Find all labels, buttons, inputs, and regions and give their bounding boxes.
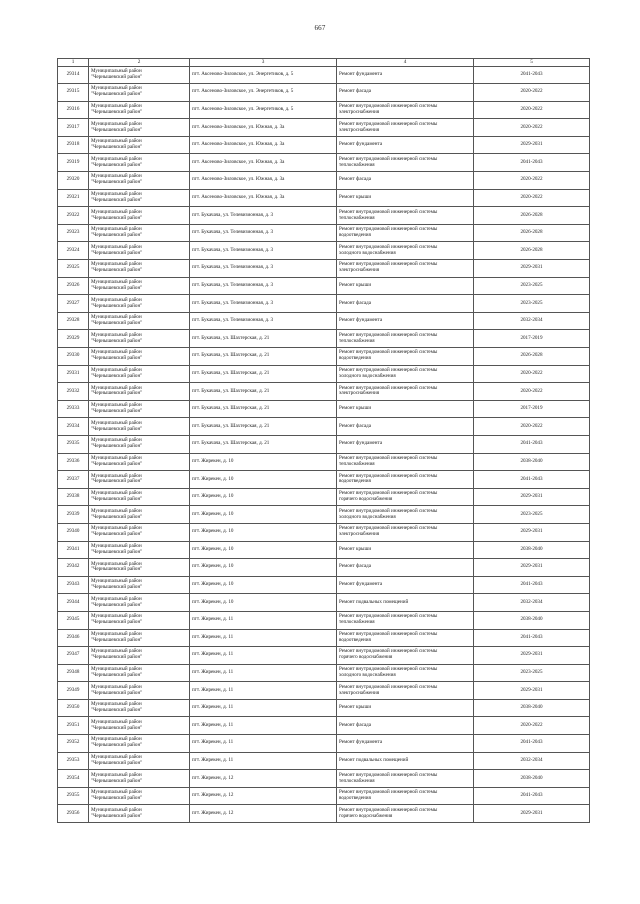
work-type-cell: Ремонт фасада	[337, 559, 474, 577]
work-type-cell: Ремонт подвальных помещений	[337, 594, 474, 612]
table-row	[58, 189, 590, 207]
work-type-cell: Ремонт внутридомовой инженерной системы электроснабжения	[337, 101, 474, 119]
municipality-cell: Муниципальный район "Чернышевский район"	[89, 242, 190, 260]
row-number-cell: 29327	[58, 295, 89, 313]
work-type-cell: Ремонт внутридомовой инженерной системы водоотведения	[337, 224, 474, 242]
period-cell: 2026-2028	[474, 348, 590, 366]
table-row	[58, 435, 590, 453]
row-number-cell: 29323	[58, 224, 89, 242]
municipality-cell: Муниципальный район "Чернышевский район"	[89, 453, 190, 471]
address-cell: пгт. Жирекен, д. 10	[190, 559, 337, 577]
row-number-cell: 29354	[58, 770, 89, 788]
address-cell: пгт. Аксеново-Зиловское, ул. Южная, д. 3а	[190, 154, 337, 172]
table-row	[58, 348, 590, 366]
row-number-cell: 29335	[58, 435, 89, 453]
work-type-cell: Ремонт фасада	[337, 295, 474, 313]
work-type-cell: Ремонт внутридомовой инженерной системы электроснабжения	[337, 260, 474, 278]
municipality-cell: Муниципальный район "Чернышевский район"	[89, 664, 190, 682]
work-type-cell: Ремонт внутридомовой инженерной системы электроснабжения	[337, 682, 474, 700]
table-row	[58, 752, 590, 770]
address-cell: пгт. Аксеново-Зиловское, ул. Энергетиков, д. 5	[190, 84, 337, 102]
address-cell: пгт. Аксеново-Зиловское, ул. Энергетиков, д. 5	[190, 66, 337, 84]
work-type-cell: Ремонт фасада	[337, 418, 474, 436]
municipality-cell: Муниципальный район "Чернышевский район"	[89, 312, 190, 330]
table-row	[58, 523, 590, 541]
municipality-cell: Муниципальный район "Чернышевский район"	[89, 418, 190, 436]
table-row	[58, 787, 590, 805]
period-cell: 2020-2022	[474, 84, 590, 102]
work-type-cell: Ремонт внутридомовой инженерной системы электроснабжения	[337, 383, 474, 401]
row-number-cell: 29337	[58, 471, 89, 489]
row-number-cell: 29339	[58, 506, 89, 524]
address-cell: пгт. Букачача, ул. Телевизионная, д. 3	[190, 295, 337, 313]
table-row	[58, 154, 590, 172]
work-type-cell: Ремонт подвальных помещений	[337, 752, 474, 770]
period-cell: 2017-2019	[474, 330, 590, 348]
repair-schedule-table	[57, 58, 590, 823]
period-cell: 2038-2040	[474, 611, 590, 629]
municipality-cell: Муниципальный район "Чернышевский район"	[89, 400, 190, 418]
address-cell: пгт. Букачача, ул. Шахтерская, д. 21	[190, 435, 337, 453]
work-type-cell: Ремонт внутридомовой инженерной системы холодного водоснабжения	[337, 664, 474, 682]
table-row	[58, 101, 590, 119]
period-cell: 2041-2043	[474, 471, 590, 489]
period-cell: 2026-2028	[474, 207, 590, 225]
municipality-cell: Муниципальный район "Чернышевский район"	[89, 435, 190, 453]
period-cell: 2029-2031	[474, 805, 590, 823]
address-cell: пгт. Букачача, ул. Шахтерская, д. 21	[190, 348, 337, 366]
table-row	[58, 576, 590, 594]
period-cell: 2017-2019	[474, 400, 590, 418]
work-type-cell: Ремонт внутридомовой инженерной системы холодного водоснабжения	[337, 242, 474, 260]
table-row	[58, 172, 590, 190]
municipality-cell: Муниципальный район "Чернышевский район"	[89, 576, 190, 594]
work-type-cell: Ремонт крыши	[337, 699, 474, 717]
work-type-cell: Ремонт фундамента	[337, 735, 474, 753]
table-row	[58, 594, 590, 612]
row-number-cell: 29314	[58, 66, 89, 84]
work-type-cell: Ремонт фасада	[337, 717, 474, 735]
table-row	[58, 312, 590, 330]
municipality-cell: Муниципальный район "Чернышевский район"	[89, 471, 190, 489]
municipality-cell: Муниципальный район "Чернышевский район"	[89, 594, 190, 612]
work-type-cell: Ремонт фундамента	[337, 576, 474, 594]
table-row	[58, 506, 590, 524]
period-cell: 2020-2022	[474, 119, 590, 137]
period-cell: 2041-2043	[474, 435, 590, 453]
period-cell: 2020-2022	[474, 189, 590, 207]
address-cell: пгт. Жирекен, д. 12	[190, 787, 337, 805]
address-cell: пгт. Жирекен, д. 11	[190, 752, 337, 770]
column-header: 5	[474, 59, 590, 67]
row-number-cell: 29321	[58, 189, 89, 207]
municipality-cell: Муниципальный район "Чернышевский район"	[89, 805, 190, 823]
work-type-cell: Ремонт внутридомовой инженерной системы теплоснабжения	[337, 611, 474, 629]
row-number-cell: 29342	[58, 559, 89, 577]
municipality-cell: Муниципальный район "Чернышевский район"	[89, 277, 190, 295]
address-cell: пгт. Букачача, ул. Шахтерская, д. 21	[190, 330, 337, 348]
period-cell: 2020-2022	[474, 101, 590, 119]
table-row	[58, 735, 590, 753]
row-number-cell: 29318	[58, 136, 89, 154]
period-cell: 2029-2031	[474, 647, 590, 665]
row-number-cell: 29329	[58, 330, 89, 348]
address-cell: пгт. Жирекен, д. 11	[190, 629, 337, 647]
period-cell: 2020-2022	[474, 717, 590, 735]
municipality-cell: Муниципальный район "Чернышевский район"	[89, 295, 190, 313]
row-number-cell: 29349	[58, 682, 89, 700]
address-cell: пгт. Аксеново-Зиловское, ул. Южная, д. 3а	[190, 189, 337, 207]
period-cell: 2020-2022	[474, 365, 590, 383]
municipality-cell: Муниципальный район "Чернышевский район"	[89, 541, 190, 559]
municipality-cell: Муниципальный район "Чернышевский район"	[89, 189, 190, 207]
row-number-cell: 29351	[58, 717, 89, 735]
municipality-cell: Муниципальный район "Чернышевский район"	[89, 770, 190, 788]
municipality-cell: Муниципальный район "Чернышевский район"	[89, 506, 190, 524]
municipality-cell: Муниципальный район "Чернышевский район"	[89, 647, 190, 665]
address-cell: пгт. Аксеново-Зиловское, ул. Энергетиков, д. 5	[190, 101, 337, 119]
municipality-cell: Муниципальный район "Чернышевский район"	[89, 136, 190, 154]
period-cell: 2029-2031	[474, 136, 590, 154]
work-type-cell: Ремонт внутридомовой инженерной системы теплоснабжения	[337, 770, 474, 788]
address-cell: пгт. Букачача, ул. Телевизионная, д. 3	[190, 224, 337, 242]
row-number-cell: 29356	[58, 805, 89, 823]
table-row	[58, 84, 590, 102]
period-cell: 2029-2031	[474, 559, 590, 577]
municipality-cell: Муниципальный район "Чернышевский район"	[89, 172, 190, 190]
table-row	[58, 541, 590, 559]
address-cell: пгт. Аксеново-Зиловское, ул. Южная, д. 3а	[190, 172, 337, 190]
period-cell: 2032-2034	[474, 594, 590, 612]
municipality-cell: Муниципальный район "Чернышевский район"	[89, 682, 190, 700]
municipality-cell: Муниципальный район "Чернышевский район"	[89, 523, 190, 541]
address-cell: пгт. Букачача, ул. Телевизионная, д. 3	[190, 242, 337, 260]
address-cell: пгт. Аксеново-Зиловское, ул. Южная, д. 3а	[190, 136, 337, 154]
table-row	[58, 383, 590, 401]
work-type-cell: Ремонт внутридомовой инженерной системы электроснабжения	[337, 523, 474, 541]
period-cell: 2038-2040	[474, 770, 590, 788]
row-number-cell: 29332	[58, 383, 89, 401]
period-cell: 2041-2043	[474, 787, 590, 805]
municipality-cell: Муниципальный район "Чернышевский район"	[89, 207, 190, 225]
table-row	[58, 770, 590, 788]
address-cell: пгт. Жирекен, д. 11	[190, 717, 337, 735]
work-type-cell: Ремонт внутридомовой инженерной системы теплоснабжения	[337, 330, 474, 348]
table-row	[58, 66, 590, 84]
period-cell: 2032-2034	[474, 752, 590, 770]
row-number-cell: 29324	[58, 242, 89, 260]
municipality-cell: Муниципальный район "Чернышевский район"	[89, 787, 190, 805]
period-cell: 2020-2022	[474, 383, 590, 401]
column-header: 4	[337, 59, 474, 67]
table-header-row	[58, 59, 590, 67]
work-type-cell: Ремонт фасада	[337, 84, 474, 102]
address-cell: пгт. Букачача, ул. Телевизионная, д. 3	[190, 312, 337, 330]
table-row	[58, 647, 590, 665]
period-cell: 2026-2028	[474, 224, 590, 242]
column-header: 1	[58, 59, 89, 67]
row-number-cell: 29346	[58, 629, 89, 647]
table-row	[58, 207, 590, 225]
address-cell: пгт. Жирекен, д. 10	[190, 594, 337, 612]
period-cell: 2038-2040	[474, 541, 590, 559]
work-type-cell: Ремонт внутридомовой инженерной системы водоотведения	[337, 471, 474, 489]
municipality-cell: Муниципальный район "Чернышевский район"	[89, 224, 190, 242]
period-cell: 2023-2025	[474, 295, 590, 313]
table-row	[58, 136, 590, 154]
row-number-cell: 29316	[58, 101, 89, 119]
municipality-cell: Муниципальный район "Чернышевский район"	[89, 330, 190, 348]
address-cell: пгт. Букачача, ул. Телевизионная, д. 3	[190, 260, 337, 278]
work-type-cell: Ремонт внутридомовой инженерной системы горячего водоснабжения	[337, 647, 474, 665]
address-cell: пгт. Жирекен, д. 12	[190, 805, 337, 823]
work-type-cell: Ремонт внутридомовой инженерной системы теплоснабжения	[337, 154, 474, 172]
table-row	[58, 682, 590, 700]
period-cell: 2023-2025	[474, 506, 590, 524]
table-row	[58, 418, 590, 436]
row-number-cell: 29322	[58, 207, 89, 225]
work-type-cell: Ремонт внутридомовой инженерной системы горячего водоснабжения	[337, 488, 474, 506]
work-type-cell: Ремонт внутридомовой инженерной системы водоотведения	[337, 348, 474, 366]
table-row	[58, 242, 590, 260]
table-row	[58, 699, 590, 717]
row-number-cell: 29319	[58, 154, 89, 172]
work-type-cell: Ремонт крыши	[337, 400, 474, 418]
address-cell: пгт. Жирекен, д. 11	[190, 735, 337, 753]
address-cell: пгт. Букачача, ул. Шахтерская, д. 21	[190, 400, 337, 418]
address-cell: пгт. Жирекен, д. 11	[190, 699, 337, 717]
work-type-cell: Ремонт фундамента	[337, 136, 474, 154]
table-row	[58, 260, 590, 278]
period-cell: 2026-2028	[474, 242, 590, 260]
address-cell: пгт. Жирекен, д. 10	[190, 576, 337, 594]
period-cell: 2038-2040	[474, 453, 590, 471]
address-cell: пгт. Жирекен, д. 10	[190, 488, 337, 506]
period-cell: 2029-2031	[474, 260, 590, 278]
address-cell: пгт. Жирекен, д. 10	[190, 541, 337, 559]
table-row	[58, 400, 590, 418]
work-type-cell: Ремонт крыши	[337, 541, 474, 559]
row-number-cell: 29347	[58, 647, 89, 665]
municipality-cell: Муниципальный район "Чернышевский район"	[89, 101, 190, 119]
municipality-cell: Муниципальный район "Чернышевский район"	[89, 488, 190, 506]
row-number-cell: 29343	[58, 576, 89, 594]
page-number: 667	[314, 24, 326, 32]
row-number-cell: 29330	[58, 348, 89, 366]
table-row	[58, 224, 590, 242]
address-cell: пгт. Жирекен, д. 11	[190, 664, 337, 682]
row-number-cell: 29338	[58, 488, 89, 506]
municipality-cell: Муниципальный район "Чернышевский район"	[89, 611, 190, 629]
table-row	[58, 629, 590, 647]
row-number-cell: 29331	[58, 365, 89, 383]
address-cell: пгт. Букачача, ул. Шахтерская, д. 21	[190, 365, 337, 383]
table-row	[58, 295, 590, 313]
table-body	[58, 66, 590, 823]
work-type-cell: Ремонт фундамента	[337, 66, 474, 84]
period-cell: 2020-2022	[474, 418, 590, 436]
municipality-cell: Муниципальный район "Чернышевский район"	[89, 699, 190, 717]
row-number-cell: 29325	[58, 260, 89, 278]
table-row	[58, 559, 590, 577]
work-type-cell: Ремонт внутридомовой инженерной системы водоотведения	[337, 629, 474, 647]
municipality-cell: Муниципальный район "Чернышевский район"	[89, 84, 190, 102]
address-cell: пгт. Жирекен, д. 11	[190, 682, 337, 700]
work-type-cell: Ремонт внутридомовой инженерной системы теплоснабжения	[337, 207, 474, 225]
address-cell: пгт. Жирекен, д. 11	[190, 647, 337, 665]
table-row	[58, 330, 590, 348]
municipality-cell: Муниципальный район "Чернышевский район"	[89, 752, 190, 770]
column-header: 2	[89, 59, 190, 67]
work-type-cell: Ремонт внутридомовой инженерной системы водоотведения	[337, 787, 474, 805]
work-type-cell: Ремонт внутридомовой инженерной системы холодного водоснабжения	[337, 506, 474, 524]
address-cell: пгт. Жирекен, д. 10	[190, 453, 337, 471]
work-type-cell: Ремонт фундамента	[337, 312, 474, 330]
municipality-cell: Муниципальный район "Чернышевский район"	[89, 119, 190, 137]
row-number-cell: 29345	[58, 611, 89, 629]
row-number-cell: 29350	[58, 699, 89, 717]
row-number-cell: 29333	[58, 400, 89, 418]
table-row	[58, 453, 590, 471]
work-type-cell: Ремонт фундамента	[337, 435, 474, 453]
row-number-cell: 29352	[58, 735, 89, 753]
row-number-cell: 29334	[58, 418, 89, 436]
period-cell: 2023-2025	[474, 664, 590, 682]
row-number-cell: 29326	[58, 277, 89, 295]
row-number-cell: 29341	[58, 541, 89, 559]
period-cell: 2041-2043	[474, 629, 590, 647]
municipality-cell: Муниципальный район "Чернышевский район"	[89, 348, 190, 366]
row-number-cell: 29315	[58, 84, 89, 102]
municipality-cell: Муниципальный район "Чернышевский район"	[89, 735, 190, 753]
municipality-cell: Муниципальный район "Чернышевский район"	[89, 717, 190, 735]
address-cell: пгт. Букачача, ул. Телевизионная, д. 3	[190, 207, 337, 225]
row-number-cell: 29355	[58, 787, 89, 805]
period-cell: 2038-2040	[474, 699, 590, 717]
period-cell: 2032-2034	[474, 312, 590, 330]
table-row	[58, 365, 590, 383]
municipality-cell: Муниципальный район "Чернышевский район"	[89, 365, 190, 383]
table-row	[58, 664, 590, 682]
period-cell: 2041-2043	[474, 154, 590, 172]
municipality-cell: Муниципальный район "Чернышевский район"	[89, 559, 190, 577]
address-cell: пгт. Жирекен, д. 10	[190, 506, 337, 524]
address-cell: пгт. Букачача, ул. Телевизионная, д. 3	[190, 277, 337, 295]
address-cell: пгт. Букачача, ул. Шахтерская, д. 21	[190, 383, 337, 401]
municipality-cell: Муниципальный район "Чернышевский район"	[89, 629, 190, 647]
municipality-cell: Муниципальный район "Чернышевский район"	[89, 66, 190, 84]
work-type-cell: Ремонт внутридомовой инженерной системы электроснабжения	[337, 119, 474, 137]
period-cell: 2029-2031	[474, 523, 590, 541]
row-number-cell: 29328	[58, 312, 89, 330]
address-cell: пгт. Аксеново-Зиловское, ул. Южная, д. 3а	[190, 119, 337, 137]
municipality-cell: Муниципальный район "Чернышевский район"	[89, 154, 190, 172]
work-type-cell: Ремонт крыши	[337, 189, 474, 207]
row-number-cell: 29317	[58, 119, 89, 137]
row-number-cell: 29344	[58, 594, 89, 612]
row-number-cell: 29340	[58, 523, 89, 541]
table-row	[58, 471, 590, 489]
column-header: 3	[190, 59, 337, 67]
row-number-cell: 29348	[58, 664, 89, 682]
period-cell: 2023-2025	[474, 277, 590, 295]
row-number-cell: 29320	[58, 172, 89, 190]
address-cell: пгт. Жирекен, д. 10	[190, 523, 337, 541]
address-cell: пгт. Жирекен, д. 10	[190, 471, 337, 489]
work-type-cell: Ремонт внутридомовой инженерной системы теплоснабжения	[337, 453, 474, 471]
address-cell: пгт. Жирекен, д. 12	[190, 770, 337, 788]
period-cell: 2020-2022	[474, 172, 590, 190]
period-cell: 2041-2043	[474, 735, 590, 753]
address-cell: пгт. Букачача, ул. Шахтерская, д. 21	[190, 418, 337, 436]
table-row	[58, 805, 590, 823]
table-row	[58, 717, 590, 735]
address-cell: пгт. Жирекен, д. 11	[190, 611, 337, 629]
table-row	[58, 119, 590, 137]
work-type-cell: Ремонт крыши	[337, 277, 474, 295]
work-type-cell: Ремонт фасада	[337, 172, 474, 190]
table-row	[58, 611, 590, 629]
row-number-cell: 29336	[58, 453, 89, 471]
municipality-cell: Муниципальный район "Чернышевский район"	[89, 260, 190, 278]
period-cell: 2041-2043	[474, 66, 590, 84]
work-type-cell: Ремонт внутридомовой инженерной системы горячего водоснабжения	[337, 805, 474, 823]
row-number-cell: 29353	[58, 752, 89, 770]
period-cell: 2029-2031	[474, 488, 590, 506]
period-cell: 2029-2031	[474, 682, 590, 700]
municipality-cell: Муниципальный район "Чернышевский район"	[89, 383, 190, 401]
period-cell: 2041-2043	[474, 576, 590, 594]
table-row	[58, 488, 590, 506]
work-type-cell: Ремонт внутридомовой инженерной системы холодного водоснабжения	[337, 365, 474, 383]
table-row	[58, 277, 590, 295]
